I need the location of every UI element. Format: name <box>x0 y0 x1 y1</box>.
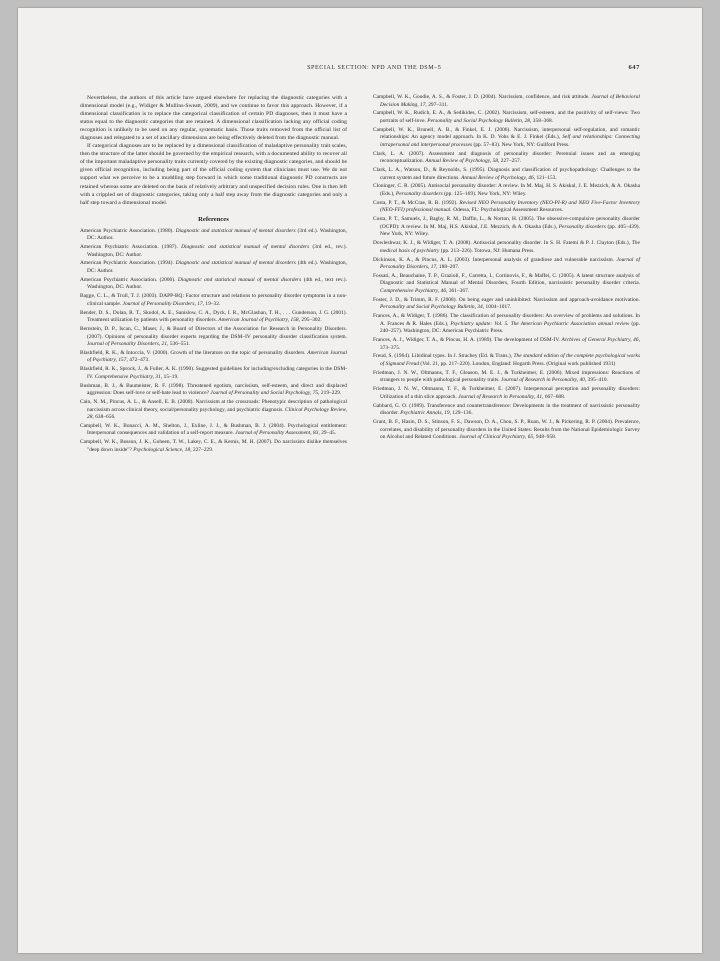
reference-entry: Bushman, B. J., & Baumeister, R. F. (1998). Threatened egotism, narcissism, self-esteem, and direct and displaced aggression: Does self-love or self-hate lead to violence? Journal of Personality and Social Psychology, 75, 219–229. <box>80 382 347 397</box>
body-paragraph: If categorical diagnoses are to be replaced by a dimensional classification of maladaptive personality trait scales, then the structure of the latter should be governed by the empirical research, with a documented ability to recover all of the important maladaptive personality traits currently covered by the existing diagnostic categories, and should be given official recognition, including being part of the official coding system that clinicians must use. We do not support what we perceive to be a muddling step forward in which some traditional diagnostic PD constructs are retained whereas some are deleted on the basis of relatively arbitrary and unspecified decision rules. One is then left with a crippled set of diagnostic categories, taking only a half step away from the diagnostic categories and only a half step toward a dimensional model. <box>80 143 347 206</box>
references-list-left <box>80 228 347 455</box>
running-head: SPECIAL SECTION: NPD AND THE DSM–5 <box>307 65 442 71</box>
body-paragraph: Nevertheless, the authors of this article have argued elsewhere for replacing the diagnostic categories with a dimensional model (e.g., Widiger & Mullins-Sweatt, 2009), and we continue to favor this approach. However, if a dimensional classification is to replace the categorical classification of certain PD diagnoses, then it must have a status equal to the diagnostic categories that are retained. A dimensional classification lacking any official coding recognition is unlikely to be used on any regular, systematic basis. Those traits removed from the official list of diagnoses and relegated to a set of ancillary dimensions are being effectively deleted from the diagnostic manual. <box>80 95 347 142</box>
reference-entry: Fossati, A., Beauchaine, T. P., Grazioli, F., Carretta, I., Cortinovis, F., & Maffei, C. (2005). A latent structure analysis of Diagnostic and Statistical Manual of Mental Disorders, Fourth Edition, narcissistic personality disorder criteria. Comprehensive Psychiatry, 46, 361–367. <box>373 272 640 294</box>
references-heading: References <box>198 215 229 223</box>
two-column-body <box>80 94 640 904</box>
reference-entry: American Psychiatric Association. (1980). Diagnostic and statistical manual of mental disorders (3rd ed.). Washington, DC: Author. <box>80 227 347 242</box>
reference-entry: Clark, L. A., Watson, D., & Reynolds, S. (1995). Diagnosis and classification of psychopathology: Challenges to the current system and future directions. Annual Review of Psychology, 46, 121–153. <box>373 167 640 181</box>
reference-entry: Dickinson, K. A., & Pincus, A. L. (2003). Interpersonal analysis of grandiose and vulnerable narcissism. Journal of Personality Disorders, 17, 188–207. <box>373 256 640 271</box>
reference-entry: Friedman, J. N. W., Oltmanns, T. F., & Turkheimer, E. (2007). Interpersonal perception and personality disorders: Utilization of a thin slice approach. Journal of Research in Personality, 41, 667–688. <box>373 386 640 400</box>
reference-entry: Bender, D. S., Dolan, R. T., Skodol, A. E., Sanislow, C. A., Dyck, I. R., McGlashan, T. H., . . . Gunderson, J. G. (2001). Treatment utilization by patients with personality disorders. American Journal of Psychiatry, 158, 295–302. <box>80 309 347 324</box>
reference-entry: Frances, A., & Widiger, T. (1986). The classification of personality disorders: An overview of problems and solutions. In A. Frances & R. Hales (Eds.), Psychiatry update: Vol. 5. The American Psychiatric Association annual review (pp. 240–257). Washington, DC: American Psychiatric Press. <box>373 313 640 335</box>
reference-entry: Bagge, C. L., & Trull, T. J. (2003). DAPP-BQ: Factor structure and relations to personality disorder symptoms in a non-clinical sample. Journal of Personality Disorders, 17, 19–32. <box>80 293 347 307</box>
reference-entry: Costa, P. T., Samuels, J., Bagby, R. M., Daffin, L., & Norton, H. (2005). The obsessive-compulsive personality disorder (OCPD): A review. In M. Maj, H.S. Akiskal, J.E. Mezzich, & A. Okasha (Eds.), Personality disorders (pp. 405–439). New York, NY: Wiley. <box>373 216 640 238</box>
reference-entry: Bernstein, D. P., Iscan, C., Maser, J., & Board of Directors of the Association for Research in Personality Disorders. (2007). Opinions of personality disorder experts regarding the DSM–IV personality disorder classification system. Journal of Personality Disorders, 21, 536–551. <box>80 326 347 347</box>
reference-entry: Cloninger, C. R. (2005). Antisocial personality disorder: A review. In M. Maj, H. S. Akiskal, J. E. Mezzich, & A. Okasha (Eds.), Personality disorders (pp. 125–169). New York, NY: Wiley. <box>373 183 640 197</box>
right-column <box>373 94 640 904</box>
left-column <box>80 94 347 904</box>
reference-entry: Freud, S. (1964). Libidinal types. In J. Strachey (Ed. & Trans.), The standard edition of the complete psychological works of Sigmund Freud (Vol. 21, pp. 217–220). London, England: Hogarth Press. (Original work published 1931) <box>373 353 640 367</box>
reference-entry: Grant, B. F., Hasin, D. S., Stinson, F. S., Dawson, D. A., Chou, S. P., Ruan, W. J., & Pickering, R. P. (2004). Prevalence, correlates, and disability of personality disorders in the United States: Results from the National Epidemiologic Survey on Alcohol and Related Conditions. Journal of Clinical Psychiatry, 65, 948–958. <box>373 419 640 441</box>
reference-entry: American Psychiatric Association. (1987). Diagnostic and statistical manual of mental disorders (3rd ed., rev.). Washington, DC: Author. <box>80 244 347 258</box>
reference-entry: Clark, L. A. (2007). Assessment and diagnosis of personality disorder: Perennial issues and an emerging reconceptualization. Annual Review of Psychology, 58, 227–257. <box>373 150 640 165</box>
reference-entry: Campbell, W. K., Goodie, A. S., & Foster, J. D. (2004). Narcissism, confidence, and risk attitude. Journal of Behavioral Decision Making, 17, 297–311. <box>373 94 640 108</box>
references-list-right <box>373 94 640 442</box>
reference-entry: Frances, A. J., Widiger, T. A., & Pincus, H. A. (1989). The development of DSM-IV. Archives of General Psychiatry, 46, 373–375. <box>373 337 640 351</box>
reference-entry: Blashfield, R. K., Sprock, J., & Fuller, A. K. (1990). Suggested guidelines for including/excluding categories in the DSM-IV. Comprehensive Psychiatry, 31, 15–19. <box>80 366 347 380</box>
reference-entry: Campbell, W. K., Brunell, A. B., & Finkel, E. J. (2006). Narcissism, interpersonal self-regulation, and romantic relationships: An agency model approach. In K. D. Vohs & E. J. Finkel (Eds.), Self and relationships: Connecting intrapersonal and interpersonal processes (pp. 57–83). New York, NY: Guilford Press. <box>373 126 640 148</box>
reference-entry: American Psychiatric Association. (1994). Diagnostic and statistical manual of mental disorders (4th ed.). Washington, DC: Author. <box>80 260 347 274</box>
reference-entry: Campbell, W. K., Bonacci, A. M., Shelton, J., Exline, J. J., & Bushman, B. J. (2004). Psychological entitlement: Interpersonal consequences and validation of a self-report measure. Journal of Personality Assessment, 83, 29–45. <box>80 422 347 437</box>
journal-page <box>18 8 702 953</box>
reference-entry: American Psychiatric Association. (2000). Diagnostic and statistical manual of mental disorders (4th ed., text rev.). Washington, DC: Author. <box>80 276 347 291</box>
page-header <box>80 64 640 71</box>
reference-entry: Dowleshwar, K. J., & Widiger, T. A. (2008). Antisocial personality disorder. In S. H. Fatemi & P. J. Clayton (Eds.), The medical basis of psychiatry (pp. 213–226). Totowa, NJ: Humana Press. <box>373 240 640 254</box>
reference-entry: Campbell, W. K., Bosson, J. K., Goheen, T. W., Lakey, C. E., & Kernis, M. H. (2007). Do narcissists dislike themselves "deep down inside"? Psychological Science, 18, 227–229. <box>80 439 347 453</box>
reference-entry: Friedman, J. N. W., Oltmanns, T. F., Gleason, M. E. J., & Turkheimer, E. (2006). Mixed impressions: Reactions of strangers to people with pathological personality traits. Journal of Research in Personality, 40, 395–410. <box>373 369 640 384</box>
reference-entry: Cain, N. M., Pincus, A. L., & Ansell, E. B. (2008). Narcissism at the crossroads: Phenotypic description of pathological narcissism across clinical theory, social/personality psychology, and psychiatric diagnosis. Clinical Psychology Review, 28, 638–656. <box>80 399 348 421</box>
reference-entry: Gabbard, G. O. (1989). Transference and countertransference: Developments in the treatment of narcissistic personality disorder. Psychiatric Annals, 19, 129–136. <box>373 402 640 417</box>
reference-entry: Campbell, W. K., Rudich, E. A., & Sedikides, C. (2002). Narcissism, self-esteem, and the positivity of self-views: Two portraits of self-love. Personality and Social Psychology Bulletin, 28, 358–368. <box>373 110 640 124</box>
reference-entry: Foster, J. D., & Trimm, R. F. (2008). On being eager and uninhibited: Narcissism and approach-avoidance motivation. Personality and Social Psychology Bulletin, 34, 1004–1017. <box>373 296 640 311</box>
reference-entry: Costa, P. T., & McCrae, R. R. (1992). Revised NEO Personality Inventory (NEO-PI-R) and NEO Five-Factor Inventory (NEO-FFI) professional manual. Odessa, FL: Psychological Assessment Resources. <box>373 199 640 214</box>
reference-entry: Blashfield, R. K., & Intoccia, V. (2000). Growth of the literature on the topic of personality disorders. American Journal of Psychiatry, 157, 472–473. <box>80 349 347 364</box>
page-number: 647 <box>628 64 640 71</box>
